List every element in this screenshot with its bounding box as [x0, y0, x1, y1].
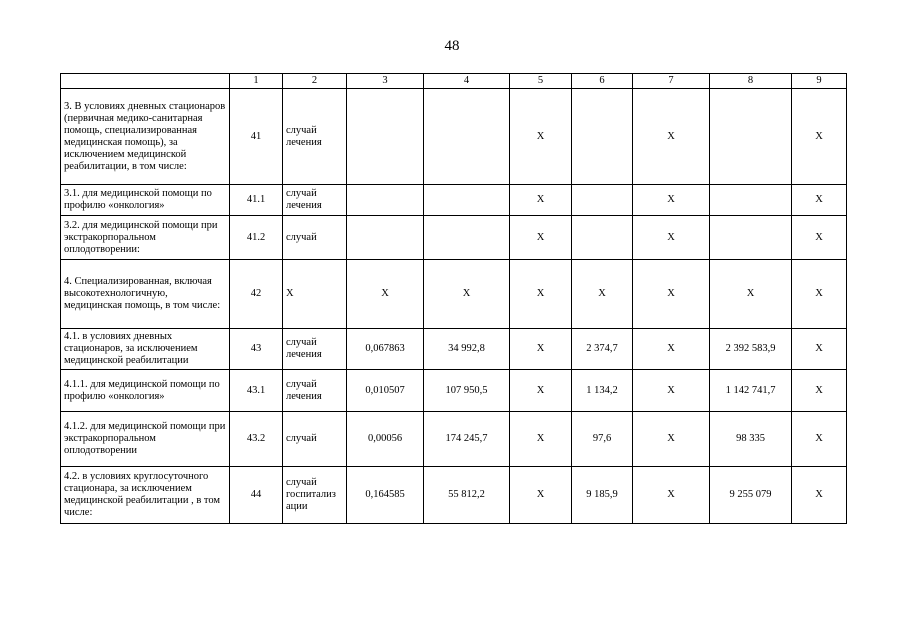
cell-unit: случай госпитализ ации	[283, 467, 347, 524]
cell-col6: 2 374,7	[572, 329, 633, 370]
cell-col5: X	[510, 370, 572, 412]
row-description: 4.1. в условиях дневных стационаров, за исключением медицинской реабилитации	[61, 329, 230, 370]
header-row	[61, 74, 847, 89]
cell-col5: X	[510, 89, 572, 185]
cell-col8: 98 335	[710, 412, 792, 467]
cell-col5: X	[510, 260, 572, 329]
cell-col6	[572, 216, 633, 260]
header-cell-2: 2	[283, 74, 347, 89]
table-row	[61, 329, 847, 370]
cell-col8	[710, 185, 792, 216]
table-row	[61, 216, 847, 260]
header-cell-7: 7	[633, 74, 710, 89]
cell-col8: 1 142 741,7	[710, 370, 792, 412]
table-row	[61, 89, 847, 185]
row-description: 3.2. для медицинской помощи при экстракорпоральном оплодотворении:	[61, 216, 230, 260]
cell-col9: X	[792, 329, 847, 370]
cell-col5: X	[510, 329, 572, 370]
cell-col6: 1 134,2	[572, 370, 633, 412]
cell-col5: X	[510, 185, 572, 216]
cell-col3: 0,067863	[347, 329, 424, 370]
cell-col4	[424, 216, 510, 260]
cell-col4	[424, 185, 510, 216]
cell-col3	[347, 185, 424, 216]
row-description: 4.1.2. для медицинской помощи при экстракорпоральном оплодотворении	[61, 412, 230, 467]
cell-col6: 97,6	[572, 412, 633, 467]
row-description: 4.2. в условиях круглосуточного стационара, за исключением медицинской реабилитации , в том числе:	[61, 467, 230, 524]
cell-col3: 0,010507	[347, 370, 424, 412]
cell-col7: X	[633, 412, 710, 467]
cell-col6: 9 185,9	[572, 467, 633, 524]
cell-col4: 107 950,5	[424, 370, 510, 412]
cell-col8: 2 392 583,9	[710, 329, 792, 370]
cell-col8: 9 255 079	[710, 467, 792, 524]
cell-unit: X	[283, 260, 347, 329]
page-number: 48	[444, 38, 460, 54]
cell-col3	[347, 216, 424, 260]
cell-row-code: 43.1	[230, 370, 283, 412]
cell-col9: X	[792, 467, 847, 524]
cell-col8	[710, 216, 792, 260]
table-row	[61, 467, 847, 524]
cell-col7: X	[633, 329, 710, 370]
cell-col5: X	[510, 467, 572, 524]
header-cell-5: 5	[510, 74, 572, 89]
cell-col3: 0,00056	[347, 412, 424, 467]
cell-col4	[424, 89, 510, 185]
cell-unit: случай	[283, 216, 347, 260]
row-description: 4.1.1. для медицинской помощи по профилю «онкология»	[61, 370, 230, 412]
cell-unit: случай	[283, 412, 347, 467]
cell-col9: X	[792, 216, 847, 260]
table-row	[61, 370, 847, 412]
header-cell-blank	[61, 74, 230, 89]
cell-col5: X	[510, 412, 572, 467]
cell-col4: 34 992,8	[424, 329, 510, 370]
row-description: 4. Специализированная, включая высокотехнологичную, медицинская помощь, в том числе:	[61, 260, 230, 329]
cell-unit: случай лечения	[283, 329, 347, 370]
cell-col4: 174 245,7	[424, 412, 510, 467]
table-row	[61, 412, 847, 467]
cell-col9: X	[792, 260, 847, 329]
table-row	[61, 185, 847, 216]
cell-col3: X	[347, 260, 424, 329]
cell-col6	[572, 89, 633, 185]
row-description: 3.1. для медицинской помощи по профилю «онкология»	[61, 185, 230, 216]
cell-row-code: 41.1	[230, 185, 283, 216]
cell-col5: X	[510, 216, 572, 260]
cell-unit: случай лечения	[283, 370, 347, 412]
cell-unit: случай лечения	[283, 89, 347, 185]
cell-col9: X	[792, 185, 847, 216]
cell-col7: X	[633, 216, 710, 260]
header-cell-4: 4	[424, 74, 510, 89]
cell-col7: X	[633, 467, 710, 524]
header-cell-9: 9	[792, 74, 847, 89]
cell-row-code: 43.2	[230, 412, 283, 467]
header-cell-1: 1	[230, 74, 283, 89]
cell-row-code: 43	[230, 329, 283, 370]
header-cell-3: 3	[347, 74, 424, 89]
cell-row-code: 41	[230, 89, 283, 185]
header-cell-6: 6	[572, 74, 633, 89]
table-row	[61, 260, 847, 329]
cell-col9: X	[792, 370, 847, 412]
cell-col7: X	[633, 370, 710, 412]
cell-row-code: 41.2	[230, 216, 283, 260]
cell-row-code: 42	[230, 260, 283, 329]
cell-col7: X	[633, 260, 710, 329]
data-table	[60, 73, 847, 524]
cell-col8: X	[710, 260, 792, 329]
cell-col8	[710, 89, 792, 185]
cell-col6	[572, 185, 633, 216]
cell-row-code: 44	[230, 467, 283, 524]
cell-unit: случай лечения	[283, 185, 347, 216]
cell-col7: X	[633, 89, 710, 185]
header-cell-8: 8	[710, 74, 792, 89]
row-description: 3. В условиях дневных стационаров (первичная медико-санитарная помощь, специализированная медицинская помощь), за исключением медицинской реабилитации, в том числе:	[61, 89, 230, 185]
cell-col3: 0,164585	[347, 467, 424, 524]
cell-col4: 55 812,2	[424, 467, 510, 524]
cell-col7: X	[633, 185, 710, 216]
cell-col9: X	[792, 89, 847, 185]
cell-col4: X	[424, 260, 510, 329]
cell-col3	[347, 89, 424, 185]
cell-col9: X	[792, 412, 847, 467]
cell-col6: X	[572, 260, 633, 329]
